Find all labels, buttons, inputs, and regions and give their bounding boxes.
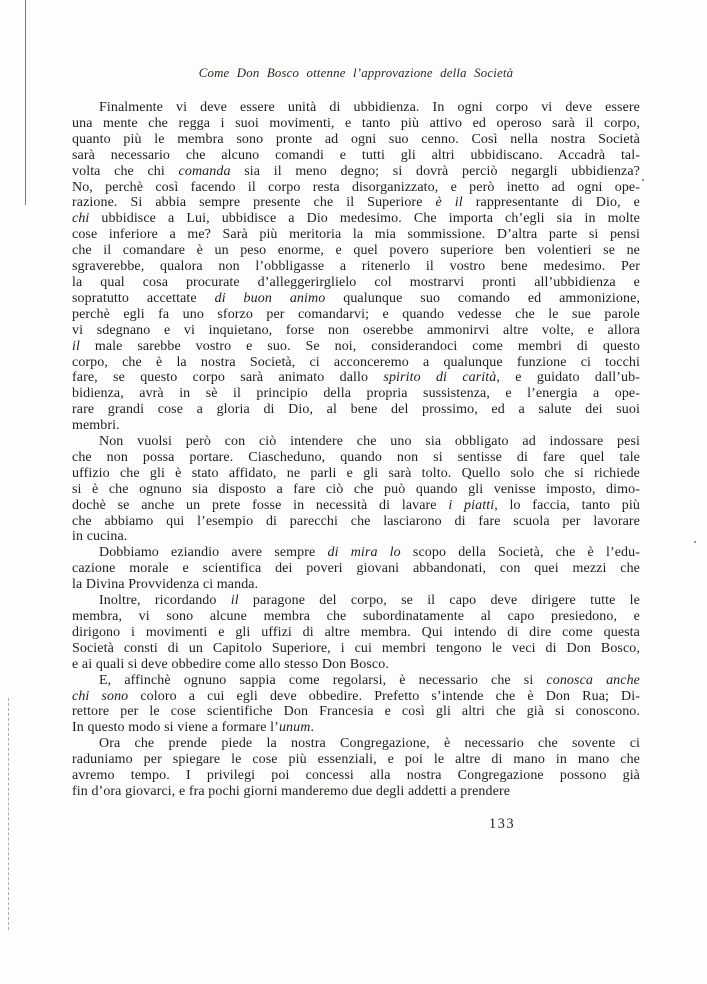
text-line: raduniamo per spiegare le cose più essenziali, e poi le altre di mano in mano che [72, 752, 640, 768]
text-line: il male sarebbe vostro e suo. Se noi, considerandoci come membri di questo [72, 338, 640, 354]
text-line: perchè egli fa uno sforzo per comandarvi; e quando vedesse che le sue parole [72, 306, 640, 322]
text-line: dochè se anche un prete fosse in necessità di lavare i piatti, lo faccia, tanto più [72, 497, 640, 513]
text-line: Non vuolsi però con ciò intendere che uno sia obbligato ad indossare pesi [99, 434, 640, 450]
text-line: razione. Si abbia sempre presente che il Superiore è il rappresentante di Dio, e [72, 195, 640, 211]
text-line: No, perchè così facendo il corpo resta disorganizzato, e però inetto ad ogni ope- [72, 179, 640, 195]
text-line: e ai quali si deve obbedire come allo stesso Don Bosco. [72, 656, 389, 672]
text-line: Inoltre, ricordando il paragone del corpo, se il capo deve dirigere tutte le [99, 593, 640, 609]
text-line: rettore per le cose scientifiche Don Francesia e così gli altri che già si conoscono. [72, 704, 640, 720]
text-line: la qual cosa procurate d’alleggerirglielo col mostrarvi pronti all’ubbidienza e [72, 274, 640, 290]
text-line: cose inferiore a me? Sarà più meritoria la mia sommissione. D’altra parte si pensi [72, 227, 640, 243]
page-number: 133 [488, 816, 516, 832]
text-line: avremo tempo. I privilegi poi concessi alla nostra Congregazione possono già [72, 768, 640, 784]
text-line: che abbiamo qui l’esempio di parecchi che lasciarono di fare scuola per lavorare [72, 513, 640, 529]
text-line: fare, se questo corpo sarà animato dallo spirito di carità, e guidato dall’ub- [72, 370, 640, 386]
text-line: membri. [72, 418, 120, 434]
text-line: Finalmente vi deve essere unità di ubbidienza. In ogni corpo vi deve essere [99, 100, 640, 115]
text-line: Ora che prende piede la nostra Congregazione, è necessario che sovente ci [99, 736, 640, 752]
text-line: fin d’ora giovarci, e fra pochi giorni manderemo due degli addetti a prendere [72, 783, 511, 799]
text-line: corpo, che è la nostra Società, ci acconceremo a qualunque funzione ci tocchi [72, 354, 640, 370]
text-line: uffizio che gli è stato affidato, ne parli e gli sarà tolto. Quello solo che si richiede [72, 465, 640, 481]
running-header: Come Don Bosco ottenne l’approvazione della Società [198, 66, 514, 80]
text-line: in cucina. [72, 529, 128, 545]
text-line: chi ubbidisce a Lui, ubbidisce a Dio medesimo. Che importa ch’egli sia in molte [72, 211, 640, 227]
text-line: che non possa portare. Ciascheduno, quando non si sentisse di fare quel tale [72, 449, 640, 465]
paragraph [72, 545, 640, 593]
text-line: chi sono coloro a cui egli deve obbedire. Prefetto s’intende che è Don Rua; Di- [72, 688, 640, 704]
text-line: sgraverebbe, qualora non l’obbligasse a ritenerlo il vostro bene medesimo. Per [72, 259, 640, 275]
text-line: vi sdegnano e vi inquietano, forse non oserebbe ammonirvi altre volte, e allora [72, 322, 640, 338]
paragraph [72, 593, 640, 673]
paragraph [72, 100, 640, 434]
text-line: si è che ognuno sia disposto a fare ciò che può quando gli venisse imposto, dimo- [72, 481, 640, 497]
paragraph [72, 736, 640, 800]
text-line: dirigono i movimenti e gli uffizi di altre membra. Qui intendo di dire come questa [72, 624, 640, 640]
text-line: sarà necessario che alcuno comandi e tutti gli altri ubbidiscano. Accadrà tal- [72, 147, 640, 163]
text-line: E, affinchè ognuno sappia come regolarsi, è necessario che si conosca anche [99, 672, 640, 688]
text-line: volta che chi comanda sia il meno degno; si dovrà perciò negargli ubbidienza? [72, 163, 640, 179]
text-line: In questo modo si viene a formare l’unum. [72, 720, 315, 736]
text-line: Dobbiamo eziandio avere sempre di mira lo scopo della Società, che è l’edu- [99, 545, 641, 561]
text-line: che il comandare è un peso enorme, e quel povero superiore ben volentieri se ne [72, 243, 640, 259]
text-line: membra, vi sono alcune membra che subordinatamente al capo presiedono, e [72, 609, 640, 624]
text-line: Società consti di un Capitolo Superiore, i cui membri tengono le veci di Don Bosco, [72, 640, 640, 656]
text-block [72, 100, 640, 800]
text-line: bidienza, avrà in sè il principio della propria sussistenza, e l’energia a ope- [72, 386, 640, 402]
paragraph [72, 673, 640, 737]
scan-artifact-dashes [8, 698, 9, 930]
scan-speck [642, 179, 644, 181]
scan-speck [694, 541, 696, 543]
scan-artifact-line [25, 0, 26, 205]
paragraph [72, 434, 640, 545]
text-line: una mente che regga i suoi movimenti, e tanto più attivo ed operoso sarà il corpo, [72, 115, 640, 131]
text-line: quanto più le membra sono pronte ad ogni suo cenno. Così nella nostra Società [72, 131, 640, 147]
text-line: cazione morale e scientifica dei poveri giovani abbandonati, con quei mezzi che [72, 561, 640, 577]
text-line: sopratutto accettate di buon animo qualunque suo comando ed ammonizione, [72, 290, 641, 306]
text-line: rare grandi cose a gloria di Dio, al bene del prossimo, ed a salute dei suoi [72, 402, 640, 418]
text-line: la Divina Provvidenza ci manda. [72, 577, 259, 593]
